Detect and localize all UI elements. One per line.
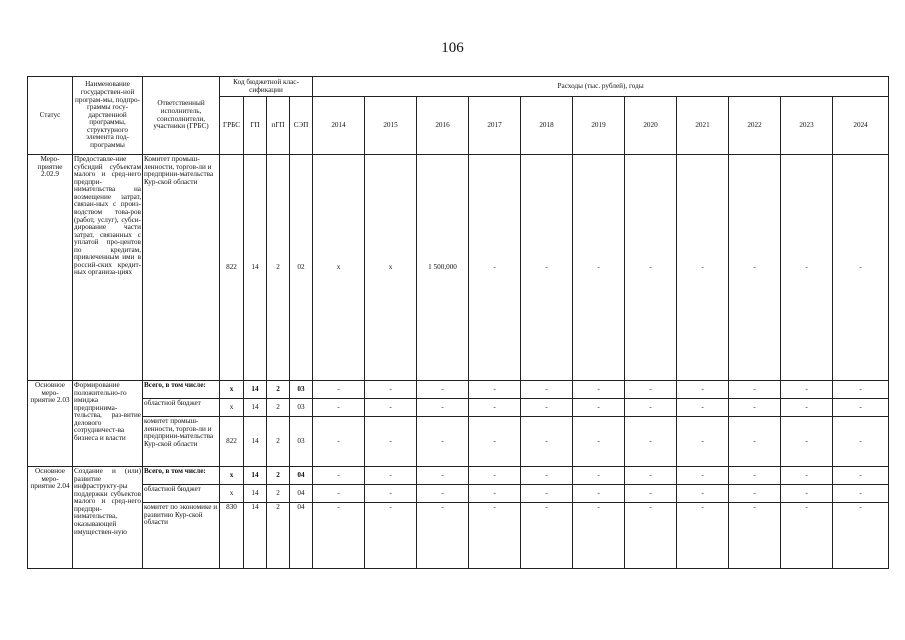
header-code-pgp: пГП	[267, 97, 290, 155]
cell-value: -	[677, 381, 729, 399]
cell-value: -	[573, 381, 625, 399]
cell-value: -	[573, 467, 625, 485]
cell-sep: 02	[290, 155, 313, 381]
cell-value: -	[521, 155, 573, 381]
table-row	[28, 503, 889, 569]
cell-sep: 03	[290, 399, 313, 417]
cell-grbs: х	[220, 381, 244, 399]
cell-value: -	[833, 381, 889, 399]
cell-value: -	[781, 485, 833, 503]
cell-value: -	[677, 155, 729, 381]
cell-value: -	[521, 381, 573, 399]
cell-value: -	[469, 399, 521, 417]
header-year: 2019	[573, 97, 625, 155]
cell-value: -	[729, 155, 781, 381]
cell-value: -	[677, 399, 729, 417]
cell-grbs: 822	[220, 155, 244, 381]
header-expenses-group: Расходы (тыс. рублей), годы	[313, 77, 889, 97]
cell-value: -	[729, 417, 781, 467]
cell-value: -	[469, 485, 521, 503]
cell-sep: 03	[290, 417, 313, 467]
cell-value: -	[677, 417, 729, 467]
cell-sep: 04	[290, 467, 313, 485]
cell-value: -	[417, 381, 469, 399]
row-executor: Всего, в том числе:	[143, 467, 220, 485]
cell-value: -	[573, 155, 625, 381]
cell-value: -	[365, 485, 417, 503]
row-executor: Всего, в том числе:	[143, 381, 220, 399]
cell-sep: 03	[290, 381, 313, 399]
cell-value: -	[625, 503, 677, 569]
table-row	[28, 381, 889, 399]
header-year: 2014	[313, 97, 365, 155]
cell-value: -	[521, 417, 573, 467]
cell-value: -	[469, 417, 521, 467]
cell-value: -	[313, 467, 365, 485]
cell-pgp: 2	[267, 417, 290, 467]
table-row	[28, 417, 889, 467]
cell-gp: 14	[244, 399, 267, 417]
cell-value: -	[573, 485, 625, 503]
budget-table	[27, 76, 889, 569]
cell-value: -	[833, 399, 889, 417]
cell-pgp: 2	[267, 467, 290, 485]
header-executor: Ответственный исполнитель, соисполнители, участники (ГРБС)	[143, 77, 220, 155]
header-year: 2021	[677, 97, 729, 155]
cell-gp: 14	[244, 467, 267, 485]
cell-value: -	[417, 417, 469, 467]
cell-value: -	[313, 381, 365, 399]
header-code-grbs: ГРБС	[220, 97, 244, 155]
cell-pgp: 2	[267, 485, 290, 503]
header-year: 2018	[521, 97, 573, 155]
cell-value: -	[365, 381, 417, 399]
header-year: 2020	[625, 97, 677, 155]
table-row	[28, 467, 889, 485]
cell-pgp: 2	[267, 381, 290, 399]
cell-gp: 14	[244, 381, 267, 399]
cell-value: -	[313, 503, 365, 569]
cell-value: -	[521, 503, 573, 569]
cell-value: -	[573, 399, 625, 417]
cell-value: -	[781, 417, 833, 467]
header-year: 2024	[833, 97, 889, 155]
header-year: 2022	[729, 97, 781, 155]
cell-value: -	[365, 467, 417, 485]
cell-pgp: 2	[267, 503, 290, 569]
row-executor: комитет по экономике и развитию Кур-ской области	[143, 503, 220, 569]
row-executor: областной бюджет	[143, 485, 220, 503]
header-status: Статус	[28, 77, 73, 155]
row-executor: комитет промыш-ленности, торгов-ли и предприни-мательства Кур-ской области	[143, 417, 220, 467]
cell-value: -	[625, 155, 677, 381]
cell-sep: 04	[290, 503, 313, 569]
cell-value: -	[365, 399, 417, 417]
cell-value: х	[313, 155, 365, 381]
cell-value: -	[625, 467, 677, 485]
cell-value: -	[417, 399, 469, 417]
cell-value: -	[625, 381, 677, 399]
row-executor: областной бюджет	[143, 399, 220, 417]
cell-value: -	[365, 417, 417, 467]
cell-grbs: х	[220, 467, 244, 485]
cell-value: -	[833, 485, 889, 503]
row-name: Формирование положительно-го имиджа предпринима-тельства, раз-витие делового сотрудничест-ва бизнеса и власти	[73, 381, 143, 467]
cell-value: -	[521, 467, 573, 485]
header-code-sep: СЭП	[290, 97, 313, 155]
cell-value: -	[469, 503, 521, 569]
cell-value: х	[365, 155, 417, 381]
cell-value: 1 500,000	[417, 155, 469, 381]
header-year: 2017	[469, 97, 521, 155]
table-row	[28, 485, 889, 503]
row-status: Основное меро-приятие 2.04	[28, 467, 73, 569]
cell-pgp: 2	[267, 155, 290, 381]
cell-value: -	[781, 467, 833, 485]
header-year: 2015	[365, 97, 417, 155]
cell-grbs: 822	[220, 417, 244, 467]
cell-value: -	[833, 155, 889, 381]
cell-grbs: х	[220, 485, 244, 503]
cell-value: -	[313, 417, 365, 467]
cell-gp: 14	[244, 155, 267, 381]
cell-value: -	[729, 503, 781, 569]
cell-gp: 14	[244, 417, 267, 467]
cell-value: -	[677, 485, 729, 503]
cell-value: -	[469, 155, 521, 381]
cell-pgp: 2	[267, 399, 290, 417]
cell-value: -	[833, 503, 889, 569]
cell-value: -	[729, 381, 781, 399]
cell-value: -	[833, 467, 889, 485]
table-row	[28, 399, 889, 417]
cell-value: -	[781, 399, 833, 417]
cell-value: -	[521, 485, 573, 503]
cell-value: -	[365, 503, 417, 569]
cell-gp: 14	[244, 485, 267, 503]
cell-value: -	[729, 485, 781, 503]
header-year: 2023	[781, 97, 833, 155]
row-executor: Комитет промыш-ленности, торгов-ли и предприни-мательства Кур-ской области	[143, 155, 220, 381]
row-name: Предоставле-ние субсидий субъектам малого и сред-него предпри-нимательства на возмещение затрат, связан-ных с произ-водством това-ров (работ, услуг), субси-дирование части затрат, связанных с уплатой про-центов по кредитам, привлеченным ими в россий-ских кредит-ных организа-циях	[73, 155, 143, 381]
cell-grbs: 830	[220, 503, 244, 569]
row-name: Создание и (или) развитие инфраструкту-ры поддержки субъектов малого и сред-него предпри-нимательства, оказывающей имуществен-ную	[73, 467, 143, 569]
cell-value: -	[313, 399, 365, 417]
header-year: 2016	[417, 97, 469, 155]
cell-value: -	[729, 399, 781, 417]
row-status: Основное меро-приятие 2.03	[28, 381, 73, 467]
cell-value: -	[469, 467, 521, 485]
row-status: Меро-приятие 2.02.9	[28, 155, 73, 381]
cell-value: -	[625, 417, 677, 467]
cell-value: -	[625, 485, 677, 503]
cell-value: -	[781, 381, 833, 399]
header-code-gp: ГП	[244, 97, 267, 155]
table-row	[28, 155, 889, 381]
cell-value: -	[677, 467, 729, 485]
cell-value: -	[625, 399, 677, 417]
cell-value: -	[313, 485, 365, 503]
cell-value: -	[677, 503, 729, 569]
page-number: 106	[441, 40, 464, 56]
cell-value: -	[417, 485, 469, 503]
cell-value: -	[833, 417, 889, 467]
cell-value: -	[781, 155, 833, 381]
cell-value: -	[573, 503, 625, 569]
cell-gp: 14	[244, 503, 267, 569]
cell-value: -	[781, 503, 833, 569]
cell-value: -	[521, 399, 573, 417]
cell-value: -	[417, 467, 469, 485]
cell-sep: 04	[290, 485, 313, 503]
header-name: Наименование государствен-ной програм-мы, подпро-граммы госу-дарственной программы, структурного элемента под-программы	[73, 77, 143, 155]
cell-value: -	[729, 467, 781, 485]
cell-value: -	[573, 417, 625, 467]
cell-value: -	[417, 503, 469, 569]
header-budget-code-group: Код бюджетной клас-сификации	[220, 77, 313, 97]
cell-grbs: х	[220, 399, 244, 417]
cell-value: -	[469, 381, 521, 399]
